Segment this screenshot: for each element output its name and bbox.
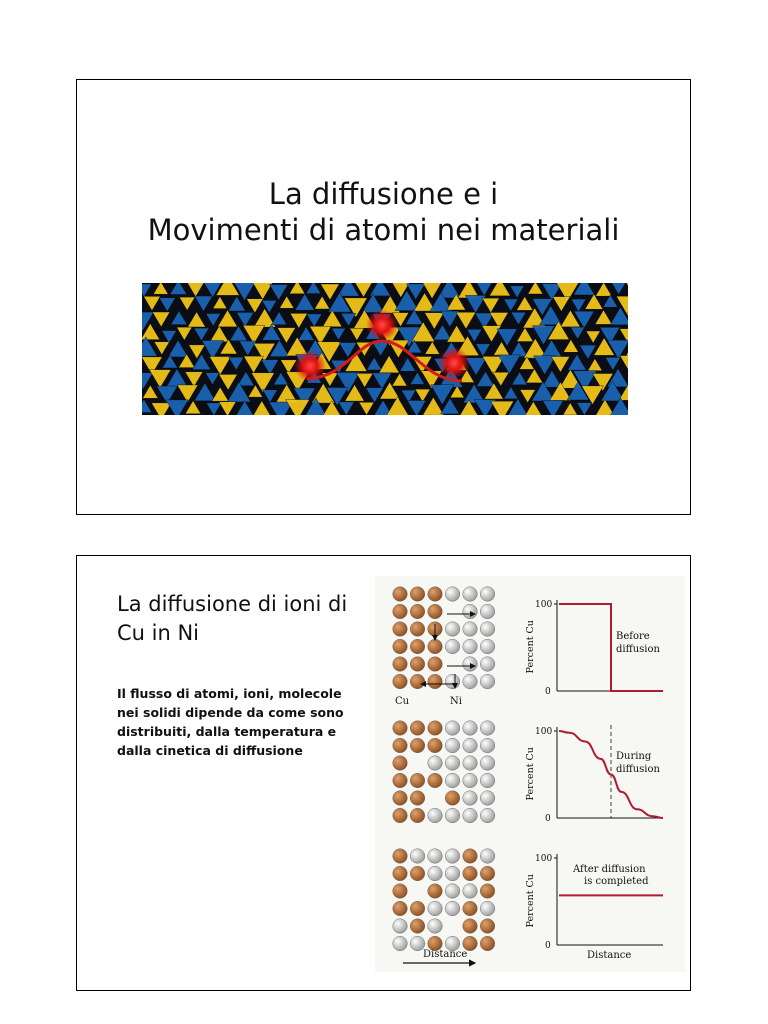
nickel-atom <box>480 808 495 823</box>
nickel-atom <box>445 622 460 637</box>
nickel-atom <box>445 639 460 654</box>
atom-top <box>366 309 398 341</box>
copper-atom <box>410 919 425 934</box>
copper-atom <box>428 587 443 602</box>
slide-2-body-text: Il flusso di atomi, ioni, molecole nei solidi dipende da come sono distribuiti, dalla temperatura e dalla cinetica di diffusione <box>117 686 344 758</box>
nickel-atom <box>445 674 460 689</box>
copper-atom <box>410 657 425 672</box>
nickel-atom <box>428 756 443 771</box>
crystal-lattice-image <box>142 283 628 415</box>
nickel-atom <box>480 587 495 602</box>
atom-left <box>294 350 326 382</box>
copper-atom <box>393 756 408 771</box>
nickel-atom <box>463 773 478 788</box>
copper-atom <box>428 604 443 619</box>
nickel-atom <box>480 901 495 916</box>
nickel-atom <box>480 657 495 672</box>
y-tick-label-0: 0 <box>545 941 551 951</box>
y-axis-label: Percent Cu <box>525 747 536 801</box>
nickel-atom <box>463 674 478 689</box>
nickel-atom <box>445 884 460 899</box>
nickel-atom <box>428 849 443 864</box>
nickel-atom <box>445 773 460 788</box>
copper-atom <box>393 866 408 881</box>
y-tick-label-0: 0 <box>545 814 551 824</box>
slide-1-title-line-1: La diffusione e i <box>268 177 499 211</box>
nickel-atom <box>463 657 478 672</box>
copper-atom <box>393 639 408 654</box>
nickel-atom <box>480 604 495 619</box>
y-tick-label-100: 100 <box>535 600 553 610</box>
copper-atom <box>393 884 408 899</box>
copper-atom <box>393 674 408 689</box>
copper-atom <box>410 791 425 806</box>
copper-atom <box>410 808 425 823</box>
nickel-atom <box>463 622 478 637</box>
copper-atom <box>428 657 443 672</box>
nickel-atom <box>463 808 478 823</box>
nickel-atom <box>480 756 495 771</box>
slide-2-title-line-1: La diffusione di ioni di <box>117 592 348 616</box>
nickel-atom <box>463 721 478 736</box>
nickel-atom <box>463 604 478 619</box>
copper-atom <box>445 791 460 806</box>
copper-atom <box>463 901 478 916</box>
slide-2-title <box>117 590 377 648</box>
copper-atom <box>393 791 408 806</box>
label-distance-arrow: Distance <box>423 949 468 960</box>
nickel-atom <box>480 849 495 864</box>
copper-atom <box>410 639 425 654</box>
copper-atom <box>480 884 495 899</box>
nickel-atom <box>480 721 495 736</box>
slide-1 <box>76 79 691 515</box>
copper-atom <box>393 721 408 736</box>
copper-atom <box>480 919 495 934</box>
after-label-line-1: After diffusion <box>573 864 646 875</box>
nickel-atom <box>463 587 478 602</box>
y-tick-label-100: 100 <box>535 727 553 737</box>
copper-atom <box>410 674 425 689</box>
copper-atom <box>410 901 425 916</box>
copper-atom <box>480 866 495 881</box>
nickel-atom <box>463 791 478 806</box>
nickel-atom <box>445 808 460 823</box>
copper-atom <box>393 849 408 864</box>
nickel-atom <box>480 622 495 637</box>
nickel-atom <box>480 674 495 689</box>
copper-atom <box>410 773 425 788</box>
copper-atom <box>393 738 408 753</box>
before-label-line-1: Before <box>616 631 650 642</box>
copper-atom <box>410 721 425 736</box>
nickel-atom <box>428 866 443 881</box>
copper-atom <box>410 604 425 619</box>
y-tick-label-100: 100 <box>535 854 553 864</box>
copper-atom <box>428 738 443 753</box>
slide-2 <box>76 555 691 991</box>
nickel-atom <box>445 866 460 881</box>
nickel-atom <box>445 756 460 771</box>
nickel-atom <box>480 773 495 788</box>
nickel-atom <box>445 587 460 602</box>
diffusion-figure <box>375 576 685 972</box>
nickel-atom <box>463 639 478 654</box>
nickel-atom <box>428 901 443 916</box>
nickel-atom <box>480 791 495 806</box>
copper-atom <box>393 657 408 672</box>
copper-atom <box>428 884 443 899</box>
copper-atom <box>480 936 495 951</box>
nickel-atom <box>445 901 460 916</box>
label-ni: Ni <box>450 696 462 707</box>
copper-atom <box>393 604 408 619</box>
nickel-atom <box>428 919 443 934</box>
nickel-atom <box>393 936 408 951</box>
nickel-atom <box>463 738 478 753</box>
nickel-atom <box>445 738 460 753</box>
nickel-atom <box>445 849 460 864</box>
during-label-line-2: diffusion <box>616 764 660 775</box>
copper-atom <box>428 674 443 689</box>
nickel-atom <box>480 639 495 654</box>
copper-atom <box>428 773 443 788</box>
atom-right <box>438 347 470 379</box>
copper-atom <box>410 587 425 602</box>
before-label-line-2: diffusion <box>616 644 660 655</box>
copper-atom <box>393 808 408 823</box>
copper-atom <box>393 587 408 602</box>
during-label-line-1: During <box>616 751 652 762</box>
slide-1-title <box>77 176 690 248</box>
copper-atom <box>463 866 478 881</box>
after-label-line-2: is completed <box>584 876 649 887</box>
nickel-atom <box>393 919 408 934</box>
label-cu: Cu <box>395 696 410 707</box>
copper-atom <box>463 849 478 864</box>
copper-atom <box>428 639 443 654</box>
nickel-atom <box>410 849 425 864</box>
copper-atom <box>410 866 425 881</box>
y-tick-label-0: 0 <box>545 687 551 697</box>
copper-atom <box>463 919 478 934</box>
copper-atom <box>410 738 425 753</box>
slide-2-title-line-2: Cu in Ni <box>117 621 200 645</box>
nickel-atom <box>480 738 495 753</box>
copper-atom <box>410 622 425 637</box>
y-axis-label: Percent Cu <box>525 620 536 674</box>
copper-atom <box>393 622 408 637</box>
copper-atom <box>393 773 408 788</box>
nickel-atom <box>463 884 478 899</box>
y-axis-label: Percent Cu <box>525 874 536 928</box>
copper-atom <box>393 901 408 916</box>
slide-1-title-line-2: Movimenti di atomi nei materiali <box>147 213 620 247</box>
x-axis-label: Distance <box>587 950 632 961</box>
copper-atom <box>428 721 443 736</box>
nickel-atom <box>463 756 478 771</box>
nickel-atom <box>445 721 460 736</box>
nickel-atom <box>428 808 443 823</box>
